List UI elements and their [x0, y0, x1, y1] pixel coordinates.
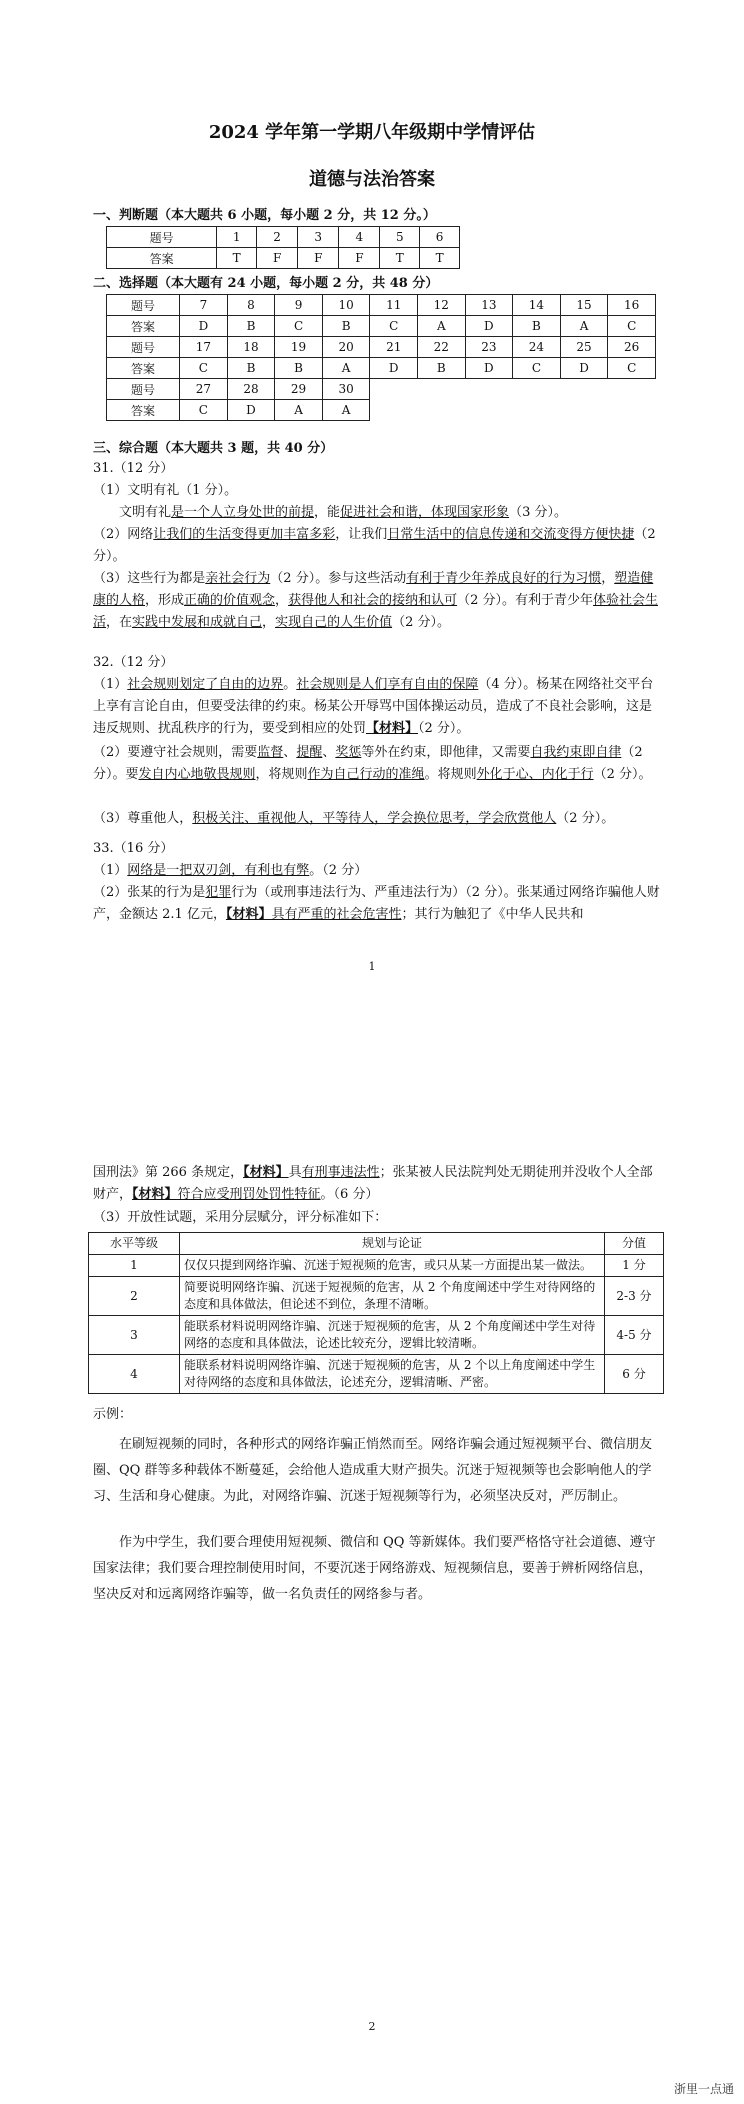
page-number-2: 2	[368, 2020, 376, 2033]
q32-part3: （3）尊重他人，积极关注、重视他人，平等待人，学会换位思考，学会欣赏他人（2 分）。	[93, 811, 615, 826]
answer-cell: C	[180, 400, 228, 421]
table-row	[107, 379, 656, 400]
answer-cell: 5	[380, 227, 420, 248]
q33-part2-continued: 国刑法》第 266 条规定，【材料】具有刑事违法性；张某被人民法院判处无期徒刑并没收个人全部财产，【材料】符合应受刑罚处罚性特征。（6 分）	[93, 1165, 653, 1202]
answer-cell: 27	[180, 379, 228, 400]
section2-heading: 二、选择题（本大题有 24 小题，每小题 2 分，共 48 分）	[93, 276, 439, 291]
answer-cell: 22	[418, 337, 466, 358]
answer-cell: 26	[608, 337, 656, 358]
row-header-cell: 答案	[107, 400, 180, 421]
answer-cell: 11	[370, 295, 418, 316]
answer-cell: A	[418, 316, 466, 337]
answer-cell: C	[608, 316, 656, 337]
table-row	[107, 358, 656, 379]
answer-cell: 4	[339, 227, 380, 248]
answer-cell: B	[322, 316, 370, 337]
rubric-score-cell: 2-3 分	[605, 1277, 664, 1316]
example-paragraph-1: 在刷短视频的同时，各种形式的网络诈骗正悄然而至。网络诈骗会通过短视频平台、微信朋友圈、QQ 群等多种载体不断蔓延，会给他人造成重大财产损失。沉迷于短视频等也会影响他人的学习、生活和身心健康。为此，对网络诈骗、沉迷于短视频等行为，必须坚决反对，严厉制止。	[93, 1437, 653, 1504]
rubric-criteria-cell: 仅仅只提到网络诈骗、沉迷于短视频的危害，或只从某一方面提出某一做法。	[180, 1255, 605, 1277]
document-subtitle: 道德与法治答案	[309, 169, 435, 190]
q33-part1: （1）网络是一把双刃剑，有利也有弊。（2 分）	[93, 863, 368, 878]
answer-cell: 18	[227, 337, 275, 358]
rubric-level-cell: 1	[89, 1255, 180, 1277]
table-row	[107, 248, 460, 269]
q32-part1: （1）社会规则划定了自由的边界。社会规则是人们享有自由的保障（4 分）。杨某在网络社交平台上享有言论自由，但要受法律的约束。杨某公开辱骂中国体操运动员，造成了不良社会影响，这是违反规则、扰乱秩序的行为，要受到相应的处罚【材料】（2 分）。	[93, 677, 654, 736]
answer-cell: A	[322, 358, 370, 379]
answer-cell: B	[227, 316, 275, 337]
answer-cell: A	[275, 400, 323, 421]
answer-cell: A	[560, 316, 608, 337]
answer-cell: C	[513, 358, 561, 379]
answer-cell: 23	[465, 337, 513, 358]
rubric-row	[89, 1355, 664, 1394]
page-number-1: 1	[368, 960, 376, 973]
answer-cell: C	[370, 316, 418, 337]
row-header-cell: 题号	[107, 295, 180, 316]
rubric-criteria-cell: 简要说明网络诈骗、沉迷于短视频的危害，从 2 个角度阐述中学生对待网络的态度和具体做法，但论述不到位，条理不清晰。	[180, 1277, 605, 1316]
answer-cell: 7	[180, 295, 228, 316]
q31-part3: （3）这些行为都是亲社会行为（2 分）。参与这些活动有利于青少年养成良好的行为习惯，塑造健康的人格，形成正确的价值观念，获得他人和社会的接纳和认可（2 分）。有利于青少年体验社会生活，在实践中发展和成就自己，实现自己的人生价值（2 分）。	[93, 571, 658, 630]
row-header-cell: 题号	[107, 227, 217, 248]
rubric-score-cell: 1 分	[605, 1255, 664, 1277]
table-row	[107, 227, 460, 248]
answer-cell: 6	[420, 227, 460, 248]
answer-cell: D	[227, 400, 275, 421]
answer-cell: D	[560, 358, 608, 379]
answer-cell: 24	[513, 337, 561, 358]
rubric-header-criteria: 规划与论证	[180, 1233, 605, 1255]
rubric-row	[89, 1255, 664, 1277]
answer-cell: 1	[217, 227, 257, 248]
answer-cell: 2	[257, 227, 298, 248]
q32-label: 32.（12 分）	[93, 655, 174, 670]
q33-part2: （2）张某的行为是犯罪行为（或刑事违法行为、严重违法行为）（2 分）。张某通过网络诈骗他人财产，金额达 2.1 亿元，【材料】具有严重的社会危害性；其行为触犯了《中华人民共和	[93, 885, 660, 922]
table-row	[107, 337, 656, 358]
rubric-criteria-cell: 能联系材料说明网络诈骗、沉迷于短视频的危害，从 2 个角度阐述中学生对待网络的态度和具体做法，论述比较充分，逻辑比较清晰。	[180, 1316, 605, 1355]
answer-cell: 19	[275, 337, 323, 358]
choice-answer-table	[106, 294, 656, 421]
answer-cell: F	[257, 248, 298, 269]
row-header-cell: 题号	[107, 337, 180, 358]
answer-cell: 9	[275, 295, 323, 316]
answer-cell: 29	[275, 379, 323, 400]
answer-cell: 20	[322, 337, 370, 358]
answer-cell: A	[322, 400, 370, 421]
answer-cell: 10	[322, 295, 370, 316]
table-row	[107, 295, 656, 316]
answer-cell: D	[370, 358, 418, 379]
answer-cell: D	[180, 316, 228, 337]
example-paragraph-2: 作为中学生，我们要合理使用短视频、微信和 QQ 等新媒体。我们要严格恪守社会道德、遵守国家法律；我们要合理控制使用时间，不要沉迷于网络游戏、短视频信息，要善于辨析网络信息，坚决反对和远离网络诈骗等，做一名负责任的网络参与者。	[93, 1535, 656, 1602]
q31-part2: （2）网络让我们的生活变得更加丰富多彩，让我们日常生活中的信息传递和交流变得方便快捷（2 分）。	[93, 527, 656, 564]
row-header-cell: 答案	[107, 248, 217, 269]
rubric-row	[89, 1316, 664, 1355]
q32-part2: （2）要遵守社会规则，需要监督、提醒、奖惩等外在约束，即他律，又需要自我约束即自律（2 分）。要发自内心地敬畏规则，将规则作为自己行动的准绳。将规则外化于心、内化于行（2 分）。	[93, 745, 652, 782]
row-header-cell: 题号	[107, 379, 180, 400]
q31-part1-answer: 文明有礼是一个人立身处世的前提，能促进社会和谐，体现国家形象（3 分）。	[119, 505, 567, 520]
answer-cell: B	[227, 358, 275, 379]
section1-heading: 一、判断题（本大题共 6 小题，每小题 2 分，共 12 分。）	[93, 208, 436, 223]
answer-cell: D	[465, 316, 513, 337]
answer-cell: T	[217, 248, 257, 269]
answer-cell: F	[339, 248, 380, 269]
answer-cell: 15	[560, 295, 608, 316]
rubric-header-level: 水平等级	[89, 1233, 180, 1255]
table-row	[107, 400, 656, 421]
answer-cell: 17	[180, 337, 228, 358]
scoring-rubric-table	[88, 1232, 664, 1394]
section3-heading: 三、综合题（本大题共 3 题，共 40 分）	[93, 441, 334, 456]
answer-cell: F	[298, 248, 339, 269]
answer-cell: 8	[227, 295, 275, 316]
rubric-score-cell: 6 分	[605, 1355, 664, 1394]
rubric-level-cell: 2	[89, 1277, 180, 1316]
answer-cell: 30	[322, 379, 370, 400]
answer-cell: 13	[465, 295, 513, 316]
rubric-score-cell: 4-5 分	[605, 1316, 664, 1355]
row-header-cell: 答案	[107, 316, 180, 337]
q31-part1: （1）文明有礼（1 分）。	[93, 483, 238, 498]
answer-cell: 28	[227, 379, 275, 400]
document-title: 2024 学年第一学期八年级期中学情评估	[208, 122, 536, 143]
answer-cell: B	[513, 316, 561, 337]
answer-cell: C	[180, 358, 228, 379]
q33-part3: （3）开放性试题，采用分层赋分，评分标准如下：	[93, 1210, 388, 1225]
q33-label: 33.（16 分）	[93, 841, 174, 856]
rubric-level-cell: 4	[89, 1355, 180, 1394]
answer-cell: 14	[513, 295, 561, 316]
answer-cell: B	[275, 358, 323, 379]
rubric-row	[89, 1277, 664, 1316]
example-label: 示例：	[93, 1407, 133, 1422]
answer-cell: 21	[370, 337, 418, 358]
rubric-level-cell: 3	[89, 1316, 180, 1355]
answer-cell: 12	[418, 295, 466, 316]
answer-cell: C	[608, 358, 656, 379]
answer-cell: D	[465, 358, 513, 379]
answer-cell: 25	[560, 337, 608, 358]
row-header-cell: 答案	[107, 358, 180, 379]
answer-cell: 3	[298, 227, 339, 248]
q31-label: 31.（12 分）	[93, 461, 174, 476]
table-row	[107, 316, 656, 337]
answer-cell: 16	[608, 295, 656, 316]
answer-cell: T	[380, 248, 420, 269]
rubric-header-score: 分值	[605, 1233, 664, 1255]
watermark: 浙里一点通	[673, 2082, 734, 2096]
judgment-answer-table	[106, 226, 460, 269]
answer-cell: T	[420, 248, 460, 269]
rubric-criteria-cell: 能联系材料说明网络诈骗、沉迷于短视频的危害，从 2 个以上角度阐述中学生对待网络的态度和具体做法，论述充分，逻辑清晰、严密。	[180, 1355, 605, 1394]
answer-cell: C	[275, 316, 323, 337]
answer-cell: B	[418, 358, 466, 379]
